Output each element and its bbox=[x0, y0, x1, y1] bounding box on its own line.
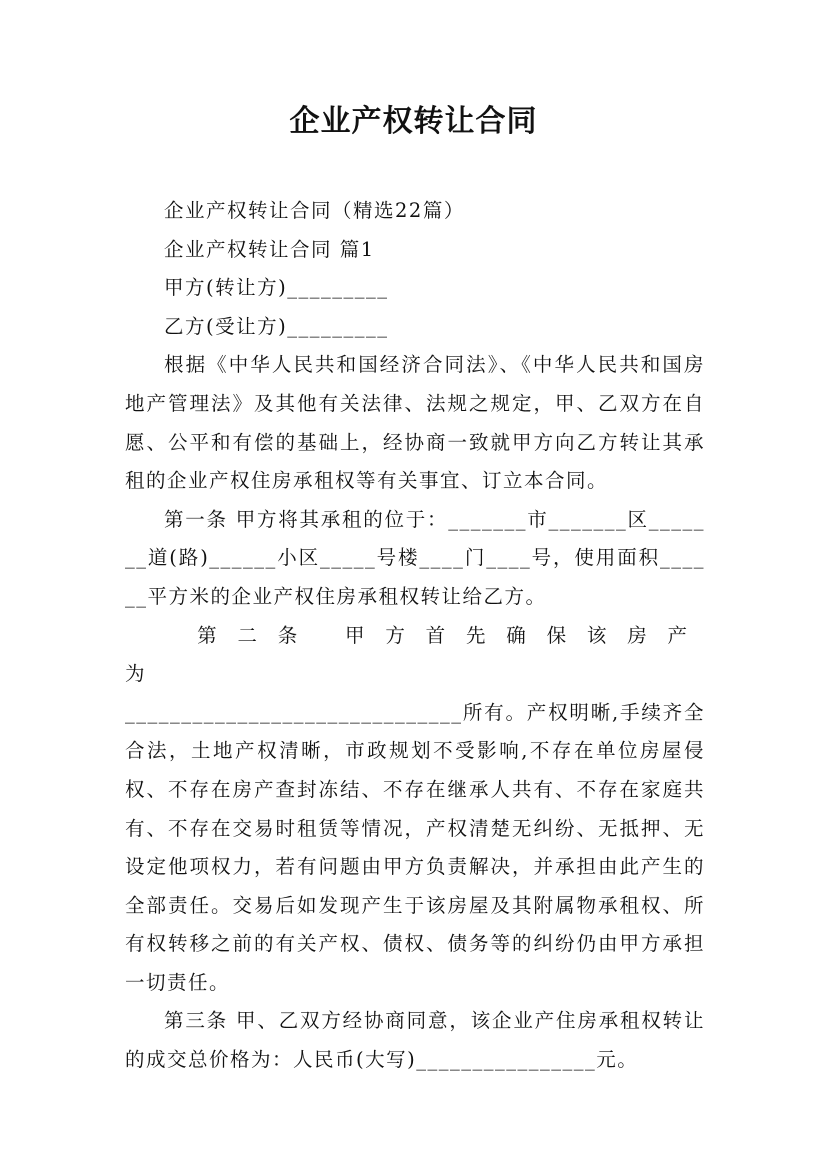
paragraph-article-2-body: ______________________________所有。产权明晰,手续齐全合法，土地产权清晰，市政规划不受影响,不存在单位房屋侵权、不存在房产查封冻结、不存在继承人共有、不存在家庭共有、不存在交易时租赁等情况，产权清楚无纠纷、无抵押、无设定他项权力，若有问题由甲方负责解决，并承担由此产生的全部责任。交易后如发现产生于该房屋及其附属物承租权、所有权转移之前的有关产权、债权、债务等的纠纷仍由甲方承担一切责任。 bbox=[125, 700, 705, 994]
paragraph-party-a: 甲方(转让方)_________ bbox=[164, 276, 389, 300]
paragraph-section-heading: 企业产权转让合同 篇1 bbox=[164, 237, 375, 261]
paragraph-party-b: 乙方(受让方)_________ bbox=[164, 314, 389, 338]
document-body bbox=[125, 192, 705, 1080]
paragraph-subtitle: 企业产权转让合同（精选22篇） bbox=[164, 199, 465, 222]
document-title: 企业产权转让合同 bbox=[289, 104, 538, 139]
paragraph-article-2-heading: 第二条 甲方首先确保该房产为 bbox=[125, 623, 705, 686]
paragraph-article-1: 第一条 甲方将其承租的位于：_______市_______区_______道(路)______小区_____号楼____门____号，使用面积______平方米的企业产权住房承租权转让给乙方。 bbox=[125, 507, 705, 608]
paragraph-article-3: 第三条 甲、乙双方经协商同意，该企业产住房承租权转让的成交总价格为：人民币(大写)________________元。 bbox=[125, 1009, 705, 1072]
paragraph-preamble: 根据《中华人民共和国经济合同法》、《中华人民共和国房地产管理法》及其他有关法律、法规之规定，甲、乙双方在自愿、公平和有偿的基础上，经协商一致就甲方向乙方转让其承租的企业产权住房承租权等有关事宜、订立本合同。 bbox=[125, 353, 705, 493]
